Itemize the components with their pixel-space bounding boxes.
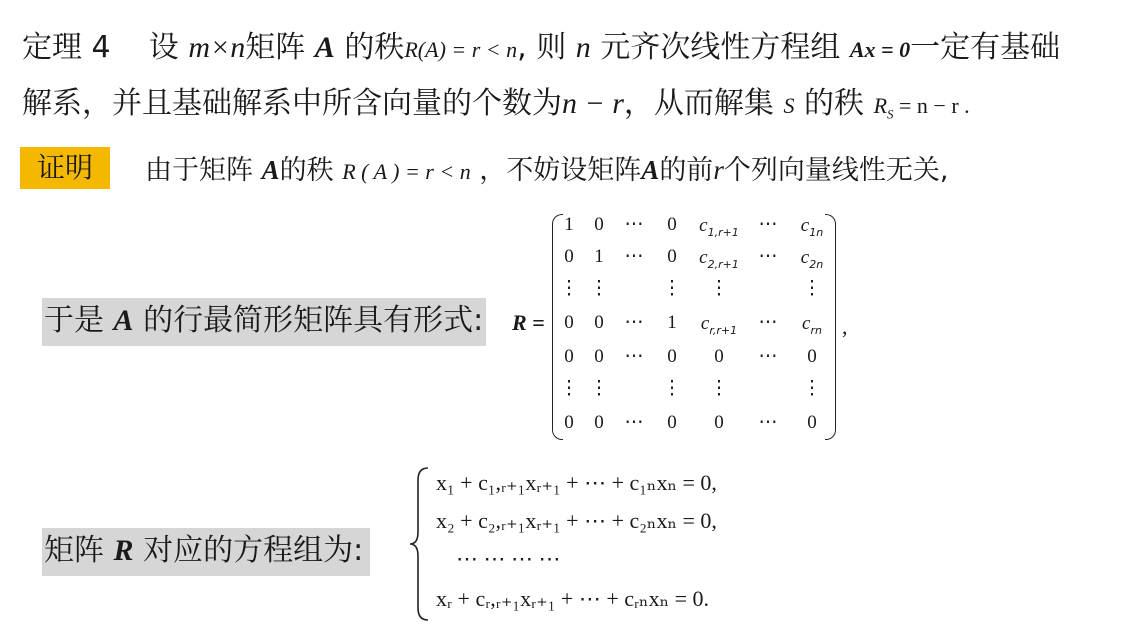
- proof-badge: 证明: [20, 147, 110, 189]
- matrix-cell: $c_{r,r+1}$: [700, 313, 738, 337]
- matrix-name: R =: [512, 310, 545, 335]
- matrix-R: [512, 210, 848, 440]
- matrix-cell: 0: [807, 412, 817, 433]
- theorem-text: ，从而解集: [623, 86, 774, 121]
- theorem-text: 设: [148, 30, 179, 65]
- proof-text: 由于矩阵: [145, 155, 253, 186]
- label-text: 的行最简形矩阵具有形式:: [143, 303, 484, 338]
- matrix-cell: ⋮: [559, 278, 579, 299]
- math-n-minus-r: n − r: [562, 87, 624, 120]
- matrix-cell: 0: [594, 412, 604, 433]
- math-A: A: [314, 31, 335, 64]
- theorem-text: 的秩: [804, 86, 865, 121]
- math-A: A: [641, 155, 660, 185]
- matrix-cell: ⋮: [802, 378, 822, 399]
- label-text: 矩阵: [44, 533, 104, 568]
- theorem-text: 一定有基础: [910, 30, 1061, 65]
- equation-dots: ⋯ ⋯ ⋯ ⋯: [456, 546, 561, 571]
- matrix-cell: ⋯: [624, 346, 644, 367]
- math-R: R: [113, 534, 134, 567]
- math-A: A: [261, 155, 280, 185]
- label-equation-system: [42, 528, 370, 576]
- matrix-cell: 0: [714, 412, 724, 433]
- matrix-cell: ⋯: [624, 312, 644, 333]
- matrix-cell: ⋮: [559, 378, 579, 399]
- math-m-times-n: m×n: [188, 31, 246, 64]
- proof-line: [145, 148, 948, 187]
- matrix-cell: $c_{2,r+1}$: [699, 247, 739, 271]
- matrix-cell: ⋮: [662, 278, 682, 299]
- math-Ax0: Ax = 0: [849, 37, 911, 62]
- label-row-echelon: [42, 298, 486, 346]
- equation-2: x₂ + c₂,ᵣ₊₁xᵣ₊₁ + ⋯ + c₂ₙxₙ = 0,: [436, 508, 717, 533]
- matrix-cell: 0: [564, 312, 574, 333]
- matrix-cell: 0: [594, 346, 604, 367]
- matrix-cell: ⋯: [758, 412, 778, 433]
- matrix-cell: $c_{2n}$: [800, 247, 824, 271]
- label-text: 对应的方程组为:: [143, 533, 364, 568]
- matrix-cell: ⋯: [758, 346, 778, 367]
- matrix-cell: ⋯: [758, 214, 778, 235]
- label-text: 于是: [44, 303, 104, 338]
- matrix-cell: ⋮: [662, 378, 682, 399]
- math-r: r: [713, 155, 724, 185]
- math-rank-expr: R ( A ) = r < n: [342, 159, 471, 184]
- matrix-cell: ⋮: [802, 278, 822, 299]
- math-RS-expr: = n − r .: [899, 93, 970, 118]
- matrix-cell: 0: [564, 412, 574, 433]
- math-A: A: [113, 304, 134, 337]
- matrix-cell: 1: [667, 312, 677, 333]
- matrix-cell: 0: [594, 214, 604, 235]
- matrix-trailing-comma: ,: [842, 314, 848, 339]
- math-rank-expr: R(A) = r < n: [404, 37, 518, 62]
- matrix-cell: 0: [667, 246, 677, 267]
- theorem-text: 解系，并且基础解系中所含向量的个数为: [22, 86, 562, 121]
- matrix-cell: ⋮: [589, 278, 609, 299]
- proof-text: 个列向量线性无关,: [723, 155, 949, 186]
- matrix-cell: 0: [594, 312, 604, 333]
- matrix-cell: ⋯: [758, 312, 778, 333]
- matrix-cell: ⋮: [709, 378, 729, 399]
- theorem-text: , 则: [517, 30, 567, 65]
- math-n: n: [575, 31, 591, 64]
- matrix-cell: ⋮: [709, 278, 729, 299]
- theorem-text: 元齐次线性方程组: [600, 30, 841, 65]
- matrix-cell: $c_{rn}$: [802, 313, 822, 337]
- matrix-cell: ⋯: [624, 246, 644, 267]
- equation-1: x₁ + c₁,ᵣ₊₁xᵣ₊₁ + ⋯ + c₁ₙxₙ = 0,: [436, 470, 717, 495]
- matrix-cell: 1: [594, 246, 604, 267]
- proof-text: 的秩: [279, 155, 334, 186]
- matrix-cell: 1: [564, 214, 574, 235]
- math-S: S: [783, 93, 795, 118]
- theorem-label: 定理 4: [22, 30, 111, 65]
- matrix-cell: $c_{1,r+1}$: [699, 215, 739, 239]
- theorem-line-2: [22, 78, 970, 122]
- matrix-cell: ⋯: [624, 214, 644, 235]
- theorem-text: 的秩: [344, 30, 405, 65]
- matrix-cell: $c_{1n}$: [800, 215, 824, 239]
- math-RS: [873, 93, 970, 122]
- matrix-cell: 0: [667, 214, 677, 235]
- matrix-cell: ⋯: [624, 412, 644, 433]
- matrix-cell: ⋮: [589, 378, 609, 399]
- matrix-cell: 0: [564, 246, 574, 267]
- equation-brace: [408, 466, 432, 622]
- proof-text: 的前: [659, 155, 714, 186]
- proof-text: ，不妨设矩阵: [479, 155, 642, 186]
- math-RS-main: R: [873, 93, 888, 118]
- equation-r: xᵣ + cᵣ,ᵣ₊₁xᵣ₊₁ + ⋯ + cᵣₙxₙ = 0.: [436, 586, 710, 611]
- matrix-cell: 0: [714, 346, 724, 367]
- matrix-cell: 0: [564, 346, 574, 367]
- theorem-line-1: [22, 22, 1060, 66]
- math-RS-sub: S: [887, 106, 894, 122]
- theorem-text: 矩阵: [245, 30, 306, 65]
- matrix-cell: 0: [667, 412, 677, 433]
- matrix-cell: 0: [807, 346, 817, 367]
- matrix-cell: 0: [667, 346, 677, 367]
- matrix-cell: ⋯: [758, 246, 778, 267]
